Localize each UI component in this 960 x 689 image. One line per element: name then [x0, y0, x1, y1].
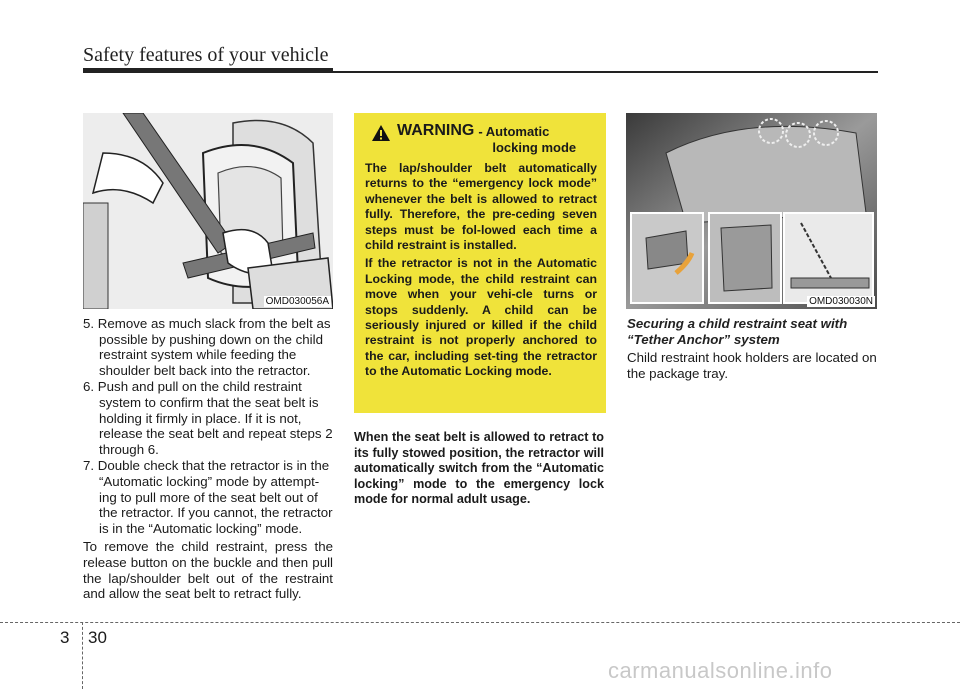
warning-triangle-icon	[371, 124, 391, 142]
footer-divider	[0, 622, 960, 623]
rear-seat-photo	[626, 113, 877, 309]
header-rule-thin	[333, 71, 878, 73]
child-seat-drawing	[83, 113, 333, 309]
warning-subtitle-line1: - Automatic	[478, 124, 550, 139]
warning-subtitle-line2: locking mode	[492, 140, 577, 155]
warning-paragraph-1: The lap/shoulder belt automatically returns to the “emergency lock mode” whenever the belt is allowed to retract fully. Therefore, the pre-ceding seven steps must be fol-lowed each time a child restraint is installed.	[365, 161, 597, 253]
step-5: 5. Remove as much slack from the belt as possible by pushing down on the child restraint system while feeding the shoulder belt back into the retractor.	[83, 316, 331, 378]
figure-code: OMD030030N	[809, 296, 873, 307]
heading-line-1: Securing a child restraint seat with	[627, 316, 848, 331]
tether-anchor-body: Child restraint hook holders are located on the package tray.	[627, 350, 877, 381]
step-6: 6. Push and pull on the child restraint system to confirm that the seat belt is holding it firmly in place. If it is not, release the seat belt and repeat steps 2 through 6.	[83, 379, 333, 457]
warning-header	[365, 122, 597, 156]
watermark: carmanualsonline.info	[608, 658, 833, 683]
tether-anchor-illustration	[626, 113, 877, 309]
warning-box	[354, 113, 606, 413]
footer-vertical-divider	[82, 622, 83, 689]
figure-code: OMD030056A	[265, 296, 329, 307]
auto-lock-paragraph: When the seat belt is allowed to retract to its fully stowed position, the retractor will automatically switch from the “Automatic locking” mode to the emergency lock mode for normal adult usage.	[354, 430, 604, 507]
warning-subtitle	[478, 124, 576, 156]
child-seat-illustration	[83, 113, 333, 309]
page-header-title: Safety features of your vehicle	[83, 44, 329, 66]
header-rule	[83, 68, 333, 73]
tether-anchor-heading	[627, 316, 877, 347]
left-column	[83, 316, 333, 602]
heading-line-2: “Tether Anchor” system	[627, 331, 780, 347]
warning-label: WARNING	[397, 122, 475, 139]
right-column	[627, 316, 877, 381]
warning-body	[365, 161, 597, 380]
warning-paragraph-2: If the retractor is not in the Automatic Locking mode, the child restraint can move when your vehi-cle turns or stops suddenly. A child can be seriously injured or killed if the child restraint is not properly anchored to the car, including set-ting the retractor to the Automatic Locking mode.	[365, 256, 597, 379]
step-7: 7. Double check that the retractor is in the “Automatic locking” mode by attempt-ing to pull more of the seat belt out of the retractor. If you cannot, the retractor is in the “Automatic locking” mode.	[83, 458, 333, 536]
remove-instructions: To remove the child restraint, press the release button on the buckle and then pull the lap/shoulder belt out of the restraint and allow the seat belt to retract fully.	[83, 539, 333, 602]
chapter-number: 3	[60, 628, 70, 647]
page-number: 30	[88, 628, 107, 647]
